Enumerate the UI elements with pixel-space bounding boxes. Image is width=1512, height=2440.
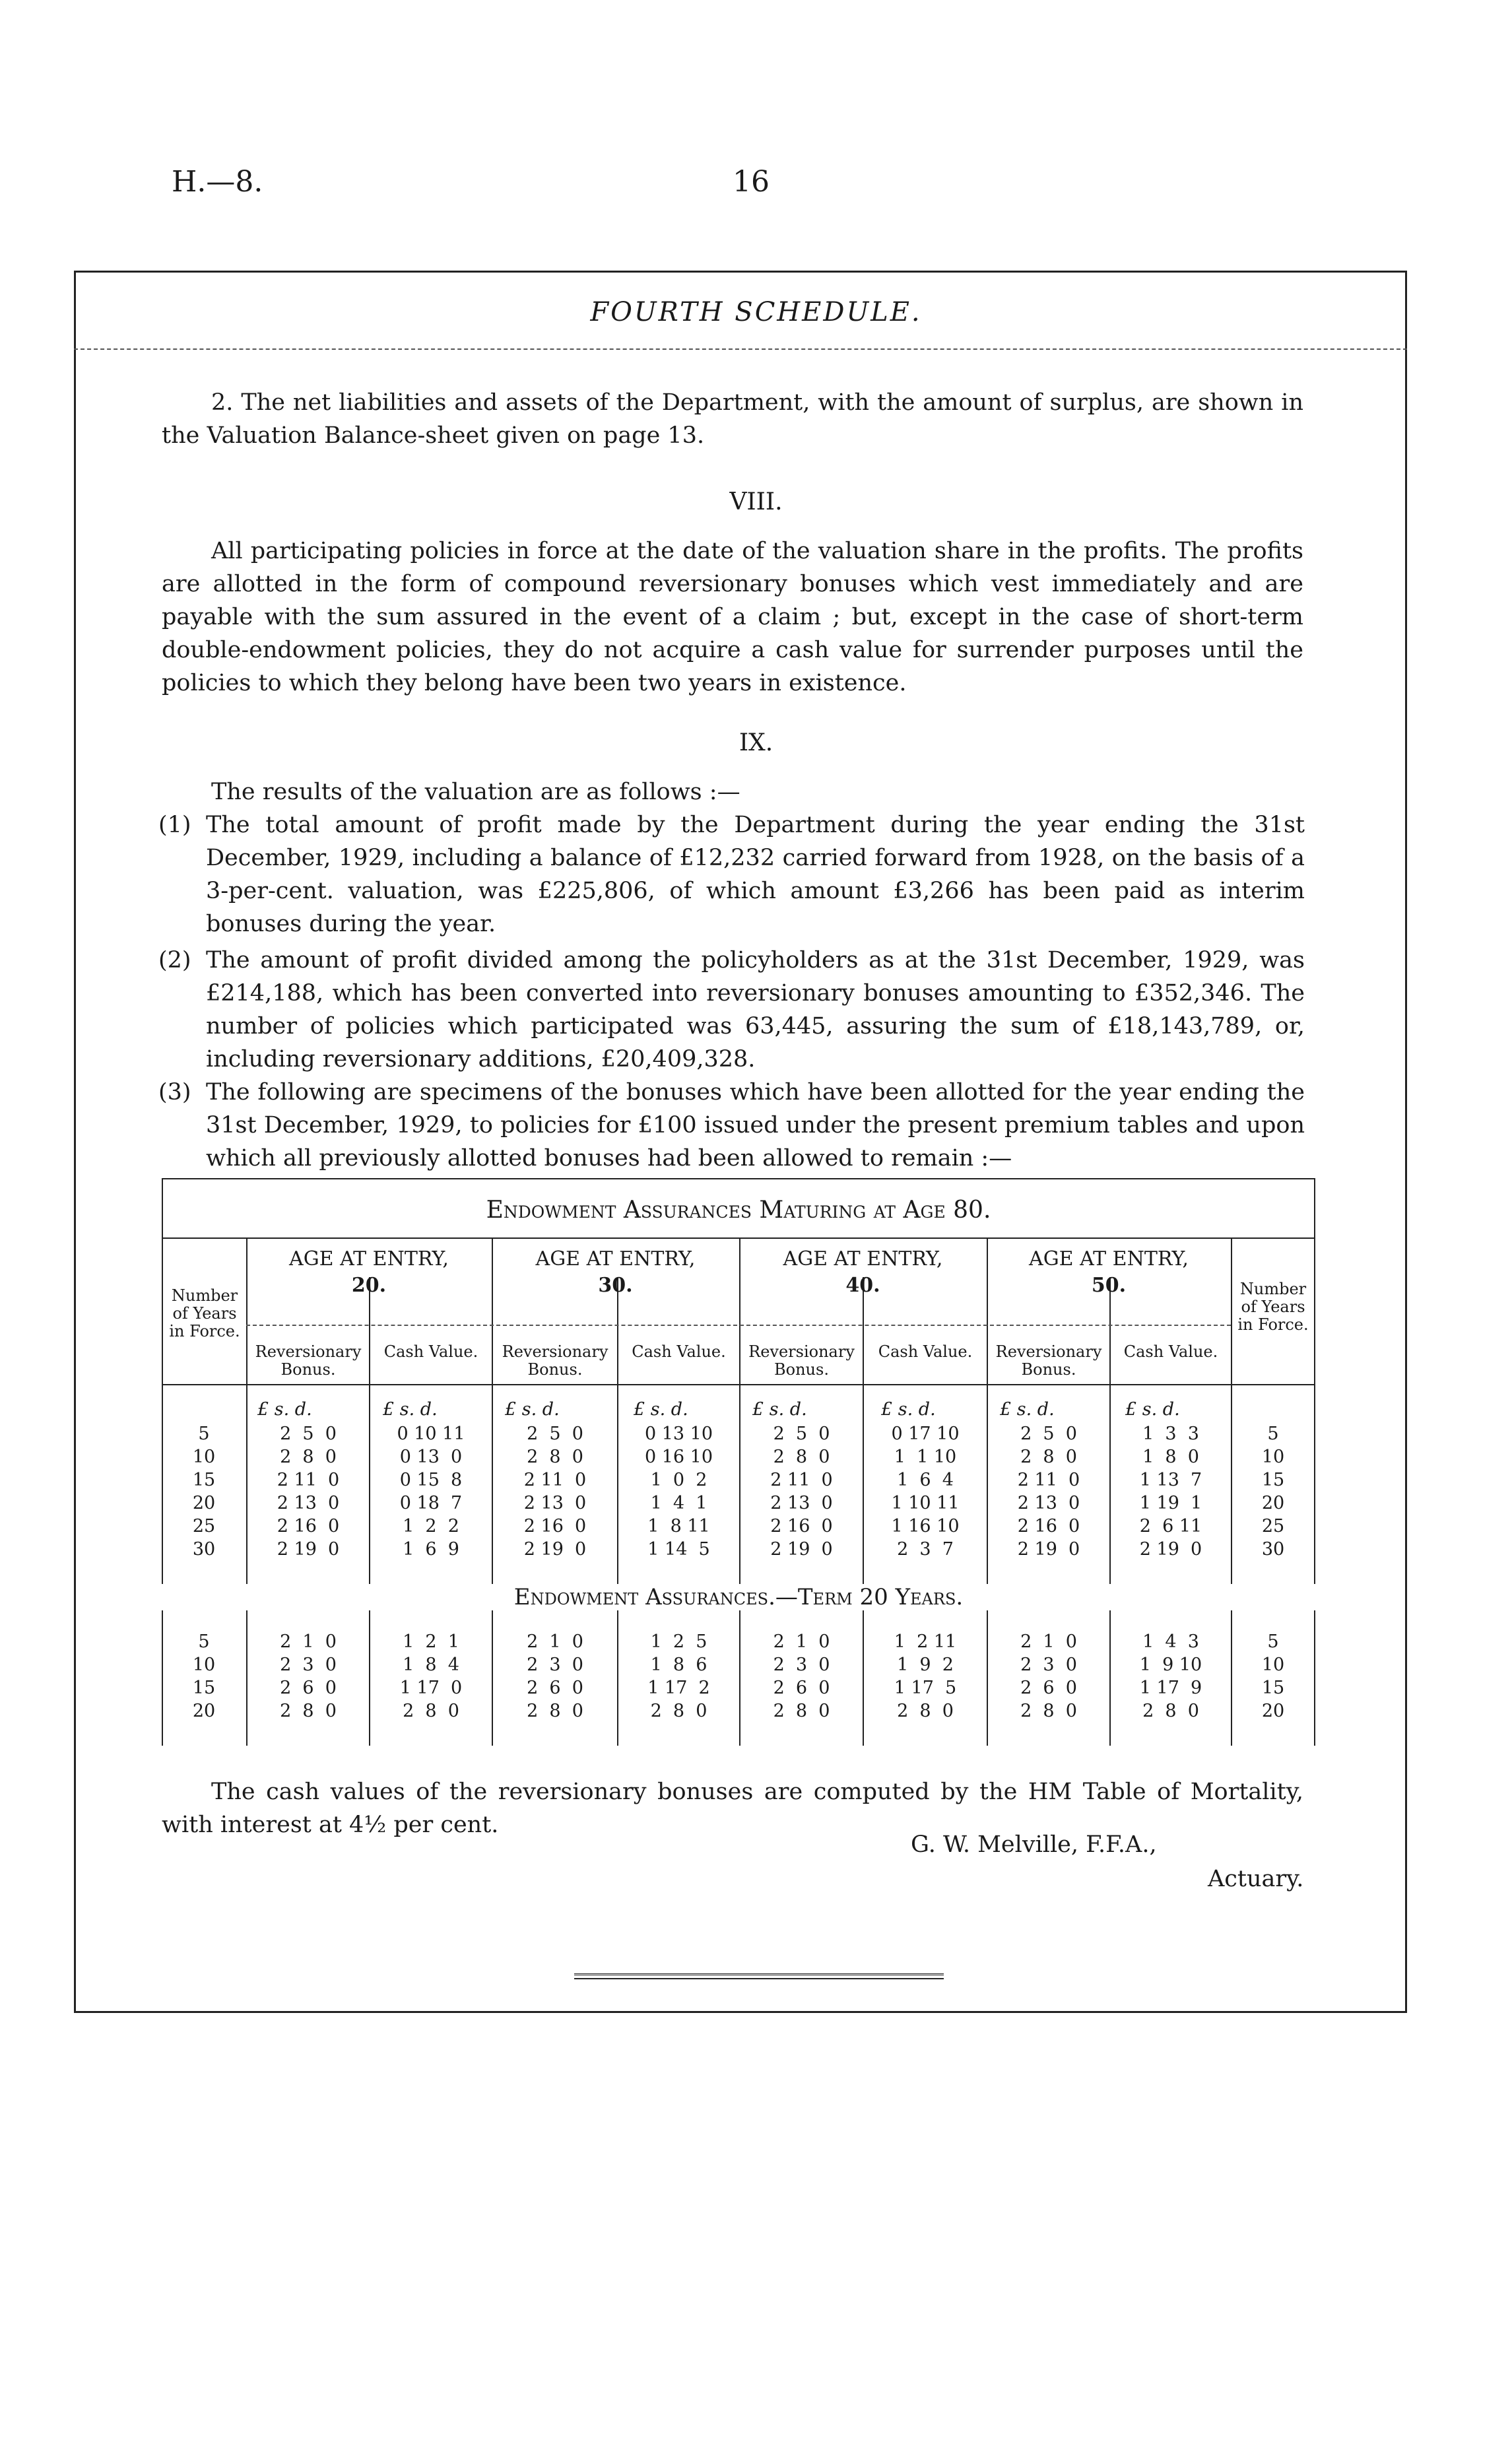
- result-item-number: (2): [158, 947, 191, 973]
- unit-label: £ s. d.: [881, 1399, 936, 1420]
- result-item-text: The total amount of profit made by the Department during the year ending the 31st December, 1929, including a balance of £12,232 carried forward from 1928, on the basis of a 3-per-cent. valuation, was £225,806, of which amount £3,266 has been paid as interim bonuses during the year.: [206, 812, 1305, 937]
- unit-label: £ s. d.: [505, 1399, 560, 1420]
- unit-label: £ s. d.: [257, 1399, 312, 1420]
- years-column-left: 5 10 15 20: [192, 1632, 216, 1721]
- table-column: 1 2 5 1 8 6 1 17 2 2 8 0: [647, 1632, 710, 1721]
- years-column-right: 5 10 15 20: [1261, 1632, 1285, 1721]
- table-column: 1 3 3 1 8 0 1 13 7 1 19 1 2 6 11 2 19 0: [1139, 1424, 1202, 1560]
- table-column: 0 13 10 0 16 10 1 0 2 1 4 1 1 8 11 1 14 5: [644, 1424, 713, 1560]
- years-column-left: 5 10 15 20 25 30: [192, 1424, 216, 1560]
- years-column-right: 5 10 15 20 25 30: [1261, 1424, 1285, 1560]
- sub-header-rev: Reversionary Bonus.: [255, 1342, 362, 1379]
- paragraph-2: [162, 386, 1303, 452]
- result-item-text: The amount of profit divided among the policyholders as at the 31st December, 1929, was £214,188, which has been converted into reversionary bonuses amounting to £352,346. The number of policies which participated was 63,445, assuring the sum of £18,143,789, or, including reversionary additions, £20,409,328.: [206, 947, 1305, 1072]
- footer-text: The cash values of the reversionary bonuses are computed by the HM Table of Mortality, with interest at 4½ per cent.: [162, 1779, 1303, 1838]
- table-column: 2 1 0 2 3 0 2 6 0 2 8 0: [280, 1632, 337, 1721]
- table-column: 2 1 0 2 3 0 2 6 0 2 8 0: [1020, 1632, 1077, 1721]
- table-column: 2 5 0 2 8 0 2 11 0 2 13 0 2 16 0 2 19 0: [523, 1424, 587, 1560]
- divider: [74, 348, 1407, 350]
- table-column: 1 2 11 1 9 2 1 17 5 2 8 0: [894, 1632, 957, 1721]
- section-9-heading: IX.: [739, 729, 773, 756]
- unit-label: £ s. d.: [752, 1399, 807, 1420]
- table-column: 1 4 3 1 9 10 1 17 9 2 8 0: [1139, 1632, 1202, 1721]
- result-item-number: (1): [158, 812, 191, 838]
- age-value-30: 30.: [598, 1274, 633, 1297]
- table-column: 2 5 0 2 8 0 2 11 0 2 13 0 2 16 0 2 19 0: [277, 1424, 340, 1560]
- unit-label: £ s. d.: [1000, 1399, 1055, 1420]
- unit-label: £ s. d.: [634, 1399, 688, 1420]
- section-9-intro-block: [162, 775, 1303, 808]
- sub-header-cash: Cash Value.: [1123, 1342, 1218, 1361]
- page-number: 16: [733, 165, 770, 199]
- unit-label: £ s. d.: [1125, 1399, 1180, 1420]
- signature-title: Actuary.: [1208, 1866, 1304, 1892]
- table-column: 0 17 10 1 1 10 1 6 4 1 10 11 1 16 10 2 3 7: [891, 1424, 960, 1560]
- table-column: 2 1 0 2 3 0 2 6 0 2 8 0: [527, 1632, 583, 1721]
- age-value-50: 50.: [1091, 1274, 1127, 1297]
- sub-header-rev: Reversionary Bonus.: [995, 1342, 1102, 1379]
- sub-header-cash: Cash Value.: [632, 1342, 726, 1361]
- section-8-body: [162, 535, 1303, 700]
- paragraph-2-text: 2. The net liabilities and assets of the Department, with the amount of surplus, are shown in the Valuation Balance-sheet given on page 13.: [162, 389, 1303, 449]
- age-label-40: AGE AT ENTRY,: [783, 1247, 943, 1270]
- table-column: 2 1 0 2 3 0 2 6 0 2 8 0: [773, 1632, 830, 1721]
- result-item-2: [158, 944, 1305, 1076]
- document-code: H.—8.: [172, 165, 263, 199]
- bonus-table: [162, 1178, 1315, 1746]
- sub-header-rev: Reversionary Bonus.: [502, 1342, 608, 1379]
- table-column: 2 5 0 2 8 0 2 11 0 2 13 0 2 16 0 2 19 0: [1017, 1424, 1080, 1560]
- section-9-intro: The results of the valuation are as follows :—: [211, 779, 740, 805]
- age-label-50: AGE AT ENTRY,: [1029, 1247, 1189, 1270]
- sub-header-cash: Cash Value.: [383, 1342, 478, 1361]
- result-item-text: The following are specimens of the bonuses which have been allotted for the year ending the 31st December, 1929, to policies for £100 issued under the present premium tables and upon which all previously allotted bonuses had been allowed to remain :—: [206, 1079, 1305, 1171]
- table-column: 1 2 1 1 8 4 1 17 0 2 8 0: [399, 1632, 463, 1721]
- section-8-text: All participating policies in force at the date of the valuation share in the profits. The profits are allotted in the form of compound reversionary bonuses which vest immediately and are payable with the sum assured in the event of a claim ; but, except in the case of short-term double-endowment policies, they do not acquire a cash value for surrender purposes until the policies to which they belong have been two years in existence.: [162, 538, 1303, 696]
- age-label-30: AGE AT ENTRY,: [535, 1247, 696, 1270]
- result-item-3: [158, 1076, 1305, 1175]
- schedule-title: FOURTH SCHEDULE.: [590, 297, 922, 327]
- table-title: Endowment Assurances Maturing at Age 80.: [486, 1197, 991, 1224]
- end-rule: [574, 1973, 944, 1979]
- signature-name: G. W. Melville, F.F.A.,: [911, 1831, 1157, 1858]
- table-column: 0 10 11 0 13 0 0 15 8 0 18 7 1 2 2 1 6 9: [397, 1424, 465, 1560]
- table-column: 2 5 0 2 8 0 2 11 0 2 13 0 2 16 0 2 19 0: [770, 1424, 833, 1560]
- years-header-right: Number of Years in Force.: [1237, 1280, 1309, 1334]
- result-item-1: [158, 808, 1305, 940]
- age-label-20: AGE AT ENTRY,: [289, 1247, 449, 1270]
- section-8-heading: VIII.: [729, 488, 783, 515]
- sub-header-cash: Cash Value.: [878, 1342, 973, 1361]
- section-2-title: Endowment Assurances.—Term 20 Years.: [162, 1584, 1315, 1610]
- result-item-number: (3): [158, 1079, 191, 1105]
- sub-header-rev: Reversionary Bonus.: [748, 1342, 855, 1379]
- years-header-left: Number of Years in Force.: [169, 1286, 240, 1340]
- age-value-20: 20.: [351, 1274, 387, 1297]
- unit-label: £ s. d.: [383, 1399, 438, 1420]
- age-value-40: 40.: [845, 1274, 880, 1297]
